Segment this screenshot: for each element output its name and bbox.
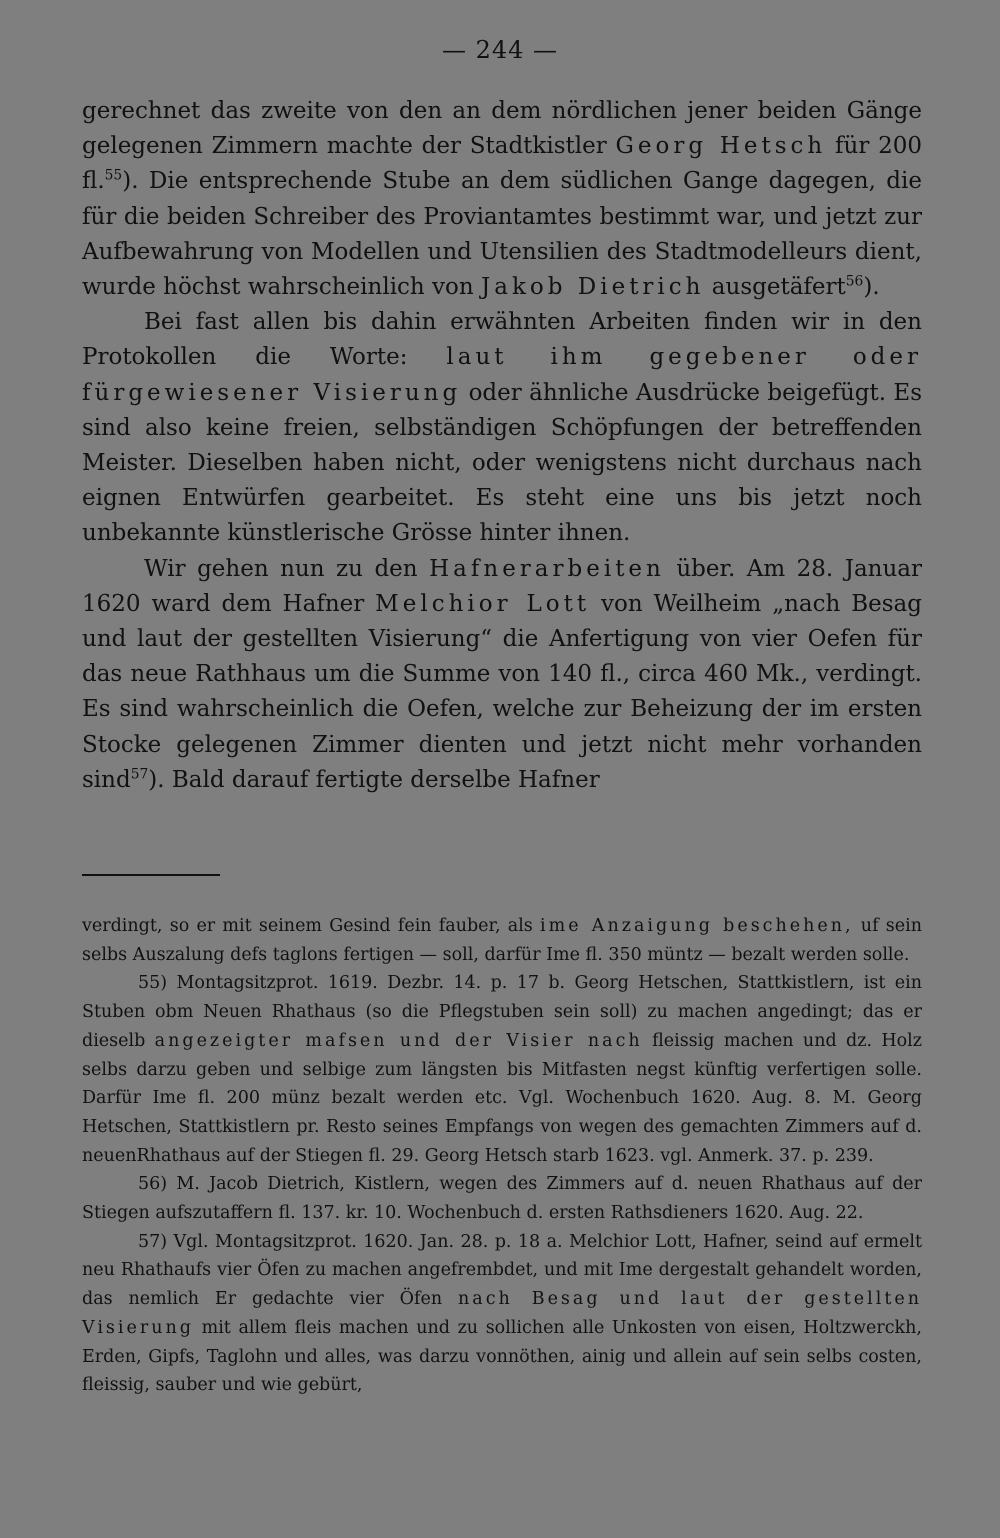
name-melchior-lott: Melchior Lott <box>375 590 591 617</box>
p2-text-a: Bei fast allen bis dahin erwähnten Arbeiten finden wir in den Protokollen die Worte: <box>82 309 922 371</box>
cont-text-b: uf sein selbs Auszalung defs taglons fertigen — soll, darfür Ime fl. 350 müntz — bezalt werden solle. <box>82 916 922 965</box>
footnote-57 <box>82 1228 922 1400</box>
n57-spaced: nach Besag und laut der gestellten Visierung <box>82 1289 922 1338</box>
name-jakob-dietrich: Jakob Dietrich <box>481 274 705 301</box>
paragraph-3 <box>82 552 922 798</box>
p1-text-c: ). Die entsprechende Stube an dem südlichen Gange dagegen, die für die beiden Schreiber des Proviantamtes bestimmt war, und jetzt zur Aufbewahrung von Modellen und Utensilien des Stadtmodelleurs dient, wurde höchst wahrscheinlich von <box>82 168 922 301</box>
p2-spaced-quote: laut ihm gegebener oder fürgewiesener Visierung <box>82 344 922 406</box>
footnotes <box>82 912 922 1400</box>
p3-text-c: von Weilheim „nach Besag und laut der gestellten Visierung“ die Anfertigung von vier Oefen für das neue Rathhaus um die Summe von 140 fl., circa 460 Mk., verdingt. Es sind wahrscheinlich die Oefen, welche zur Beheizung der im ersten Stocke gelegenen Zimmer dienten und jetzt nicht mehr vorhanden sind <box>82 590 922 793</box>
p2-text-b: oder ähnliche Ausdrücke beigefügt. Es sind also keine freien, selbständigen Schöpfungen der betreffenden Meister. Dieselben haben nicht, oder wenigstens nicht durchaus nach eignen Entwürfen gearbeitet. Es steht eine uns bis jetzt noch unbekannte künstlerische Grösse hinter ihnen. <box>82 379 922 547</box>
paragraph-1 <box>82 94 922 305</box>
footnote-continuation <box>82 912 922 969</box>
n55-text-b: fleissig machen und dz. Holz selbs darzu geben und selbige zum längsten bis Mitfasten negst künftig verfertigen solle. Darfür Ime fl. 200 münz bezalt werden etc. Vgl. Wochenbuch 1620. Aug. 8. M. Georg Hetschen, Stattkistlern pr. Resto seines Empfangs von wegen des gemachten Zimmers auf d. neuenRhathaus auf der Stiegen fl. 29. Georg Hetsch starb 1623. vgl. Anmerk. 37. p. 239. <box>82 1030 922 1166</box>
footnote-55 <box>82 969 922 1170</box>
p3-spaced-hafnerarbeiten: Hafnerarbeiten <box>429 555 665 582</box>
p3-text-d: ). Bald darauf fertigte derselbe Hafner <box>148 766 600 793</box>
footnote-ref-57: 57 <box>130 766 149 783</box>
p3-text-b: über. Am 28. Januar 1620 ward dem Hafner <box>82 555 922 617</box>
p3-text-a: Wir gehen nun zu den <box>144 555 430 582</box>
footnote-separator <box>82 874 220 876</box>
paragraph-2 <box>82 305 922 551</box>
footnote-ref-56: 56 <box>845 273 864 290</box>
n57-text-b: mit allem fleis machen und zu sollichen alle Unkosten von eisen, Holtzwerckh, Erden, Gipfs, Taglohn und alles, was darzu vonnöthen, ainig und allein auf sein selbs costen, fleissig, sauber und wie gebürt, <box>82 1317 922 1396</box>
p1-text-e: ). <box>863 274 880 301</box>
p1-text-b: für 200 fl. <box>82 133 922 195</box>
name-georg-hetsch: Georg Hetsch <box>615 133 827 160</box>
main-text <box>82 94 922 798</box>
cont-spaced: ime Anzaigung beschehen, <box>540 916 854 936</box>
p1-text-a: gerechnet das zweite von den an dem nördlichen jener beiden Gänge gelegenen Zimmern machte der Stadtkistler <box>82 98 922 160</box>
n55-spaced: angezeigter mafsen und der Visier nach <box>154 1030 643 1051</box>
n55-text-a: 55) Montagsitzprot. 1619. Dezbr. 14. p. 17 b. Georg Hetschen, Stattkistlern, ist ein Stuben obm Neuen Rhathaus (so die Pflegstuben sein soll) zu machen angedingt; das er dieselb <box>82 973 922 1051</box>
cont-text-a: verdingt, so er mit seinem Gesind fein fauber, als <box>82 916 541 936</box>
p1-text-d: ausgetäfert <box>704 274 846 301</box>
footnote-56: 56) M. Jacob Dietrich, Kistlern, wegen des Zimmers auf d. neuen Rhathaus auf der Stiegen aufszutaffern fl. 137. kr. 10. Wochenbuch d. ersten Rathsdieners 1620. Aug. 22. <box>82 1174 922 1224</box>
n57-text-a: 57) Vgl. Montagsitzprot. 1620. Jan. 28. p. 18 a. Melchior Lott, Hafner, seind auf ermelt neu Rhathaufs vier Öfen zu machen angefrembdet, und mit Ime dergestalt gehandelt worden, das nemlich Er gedachte vier Öfen <box>82 1231 922 1310</box>
footnote-ref-55: 55 <box>104 167 123 184</box>
page-number: — 244 — <box>441 36 559 64</box>
